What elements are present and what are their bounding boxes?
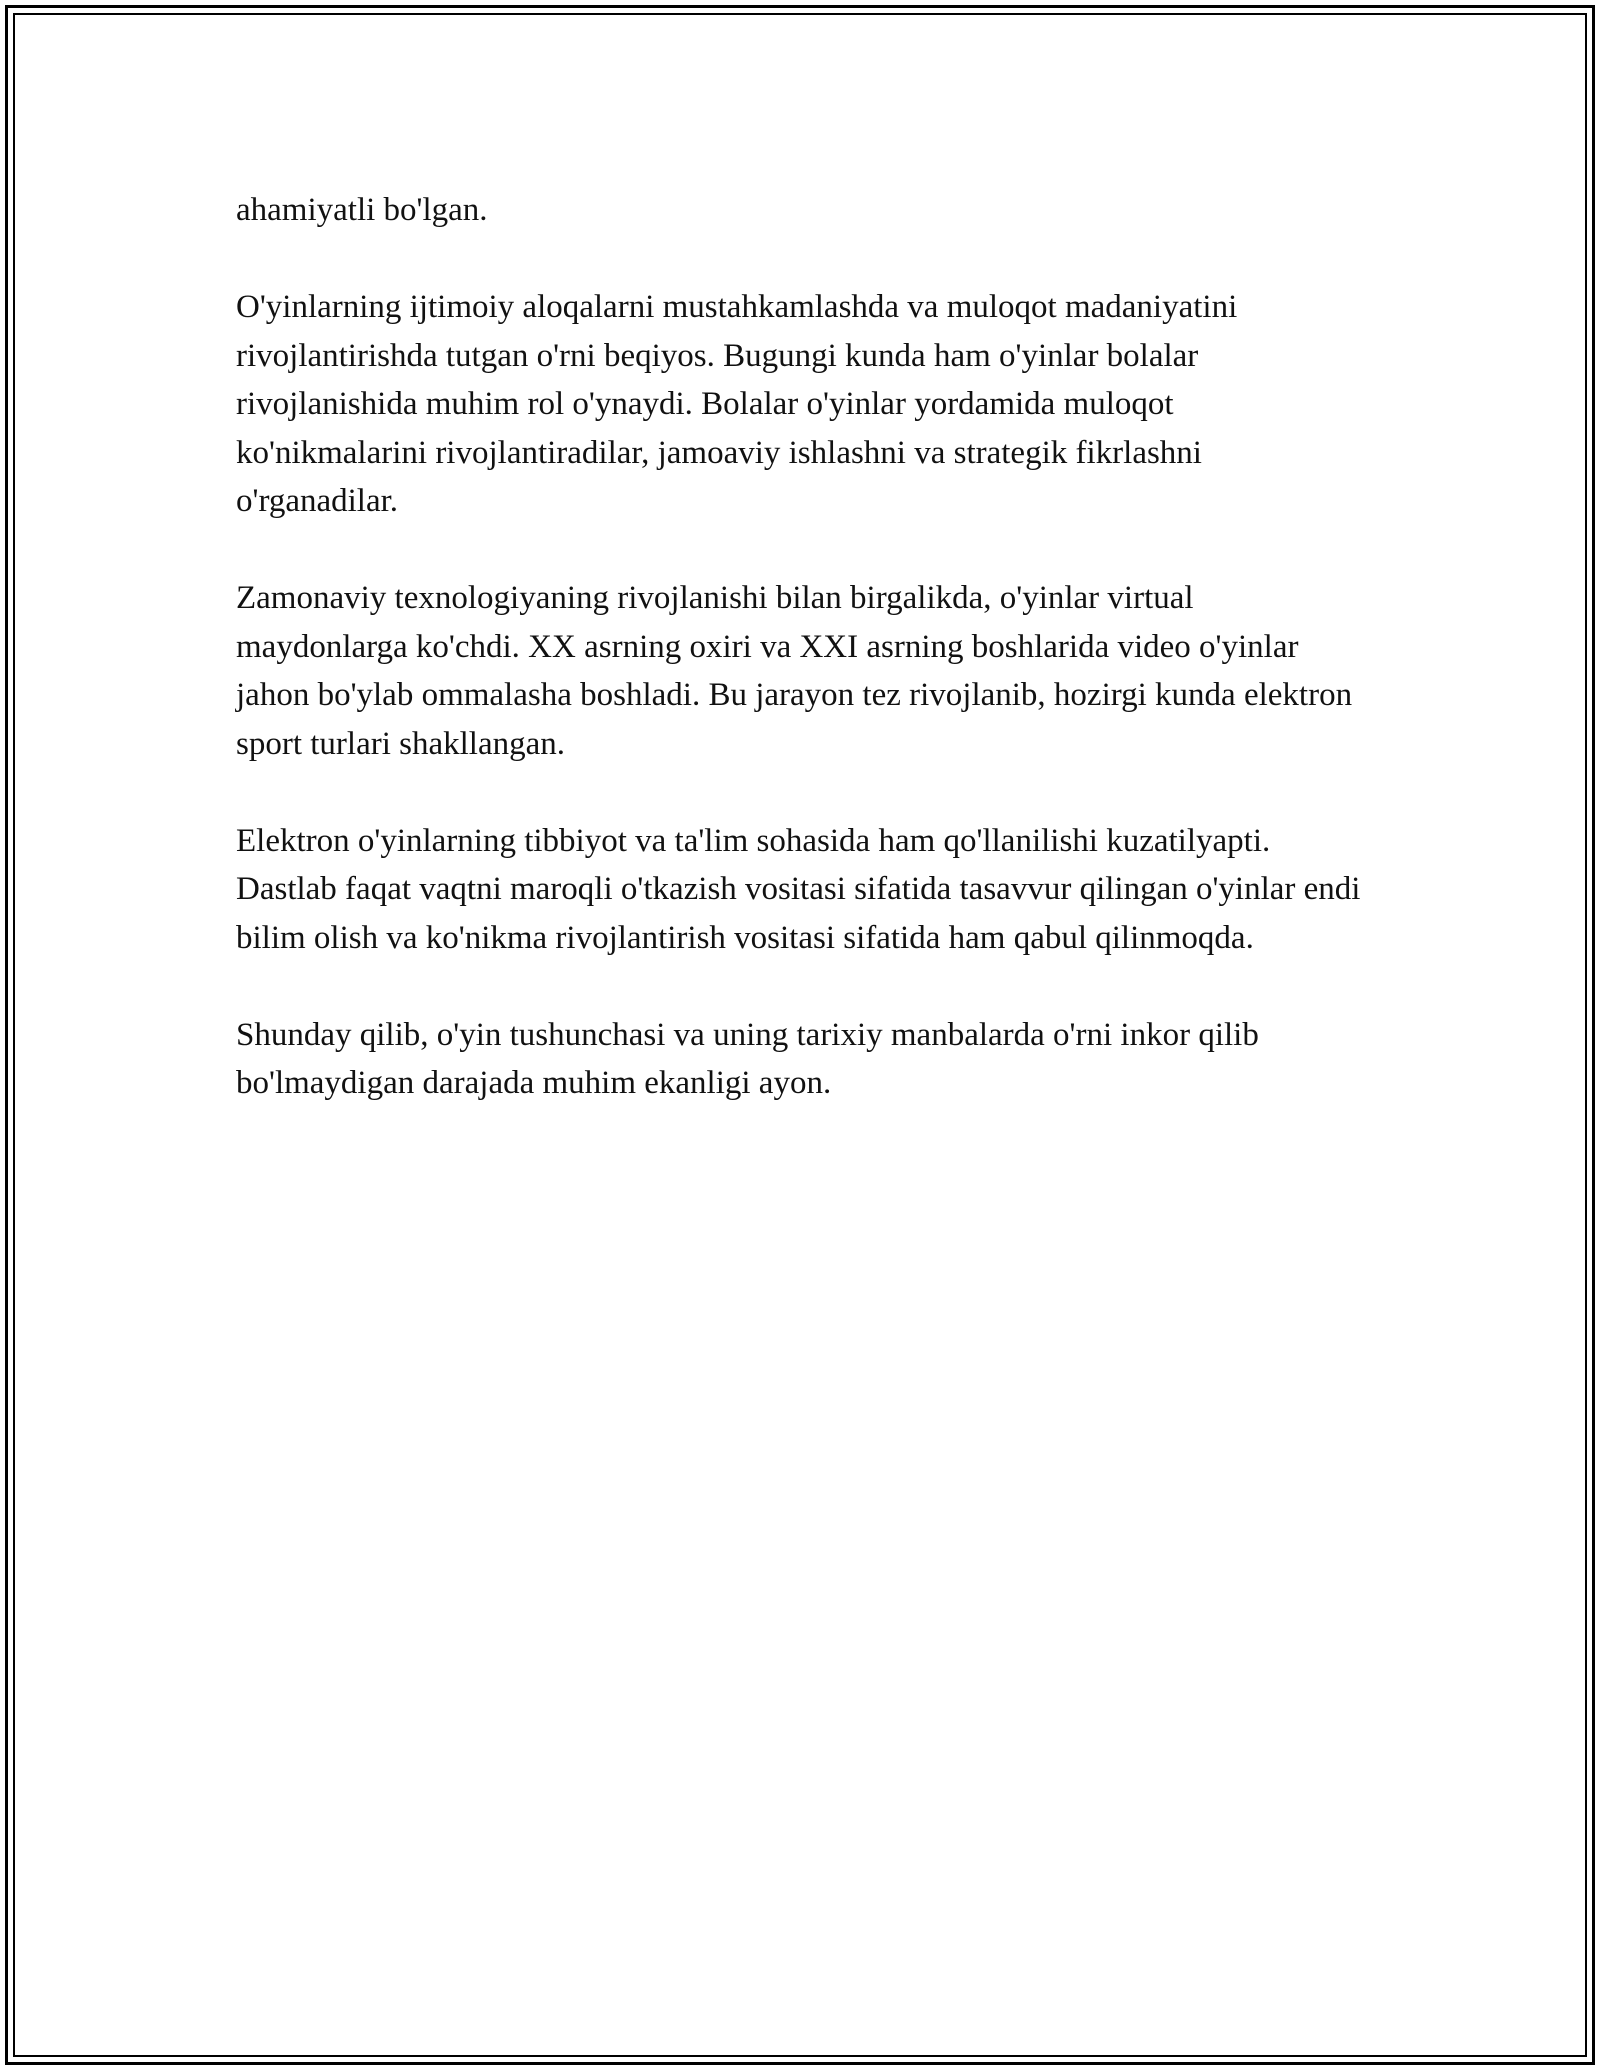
paragraph-technology: Zamonaviy texnologiyaning rivojlanishi bilan birgalikda, o'yinlar virtual maydonlarga ko'chdi. XX asrning oxiri va XXI asrning boshlarida video o'yinlar jahon bo'ylab ommalasha boshladi. Bu jarayon tez rivojlanib, hozirgi kunda elektron sport turlari shakllangan.: [236, 580, 1353, 762]
paragraph-social-role: O'yinlarning ijtimoiy aloqalarni mustahkamlashda va muloqot madaniyatini rivojlantirishda tutgan o'rni beqiyos. Bugungi kunda ham o'yinlar bolalar rivojlanishida muhim rol o'ynaydi. Bolalar o'yinlar yordamida muloqot ko'nikmalarini rivojlantiradilar, jamoaviy ishlashni va strategik fikrlashni o'rganadilar.: [236, 289, 1238, 519]
paragraph-continuation: ahamiyatli bo'lgan.: [236, 192, 488, 228]
paragraph-medicine-education: Elektron o'yinlarning tibbiyot va ta'lim sohasida ham qo'llanilishi kuzatilyapti. Dastlab faqat vaqtni maroqli o'tkazish vositasi sifatida tasavvur qilingan o'yinlar endi bilim olish va ko'nikma rivojlantirish vositasi sifatida ham qabul qilinmoqda.: [236, 822, 1361, 956]
paragraph-conclusion: Shunday qilib, o'yin tushunchasi va uning tarixiy manbalarda o'rni inkor qilib bo'lmaydigan darajada muhim ekanligi ayon.: [236, 1016, 1259, 1101]
document-body: [236, 186, 1366, 1156]
